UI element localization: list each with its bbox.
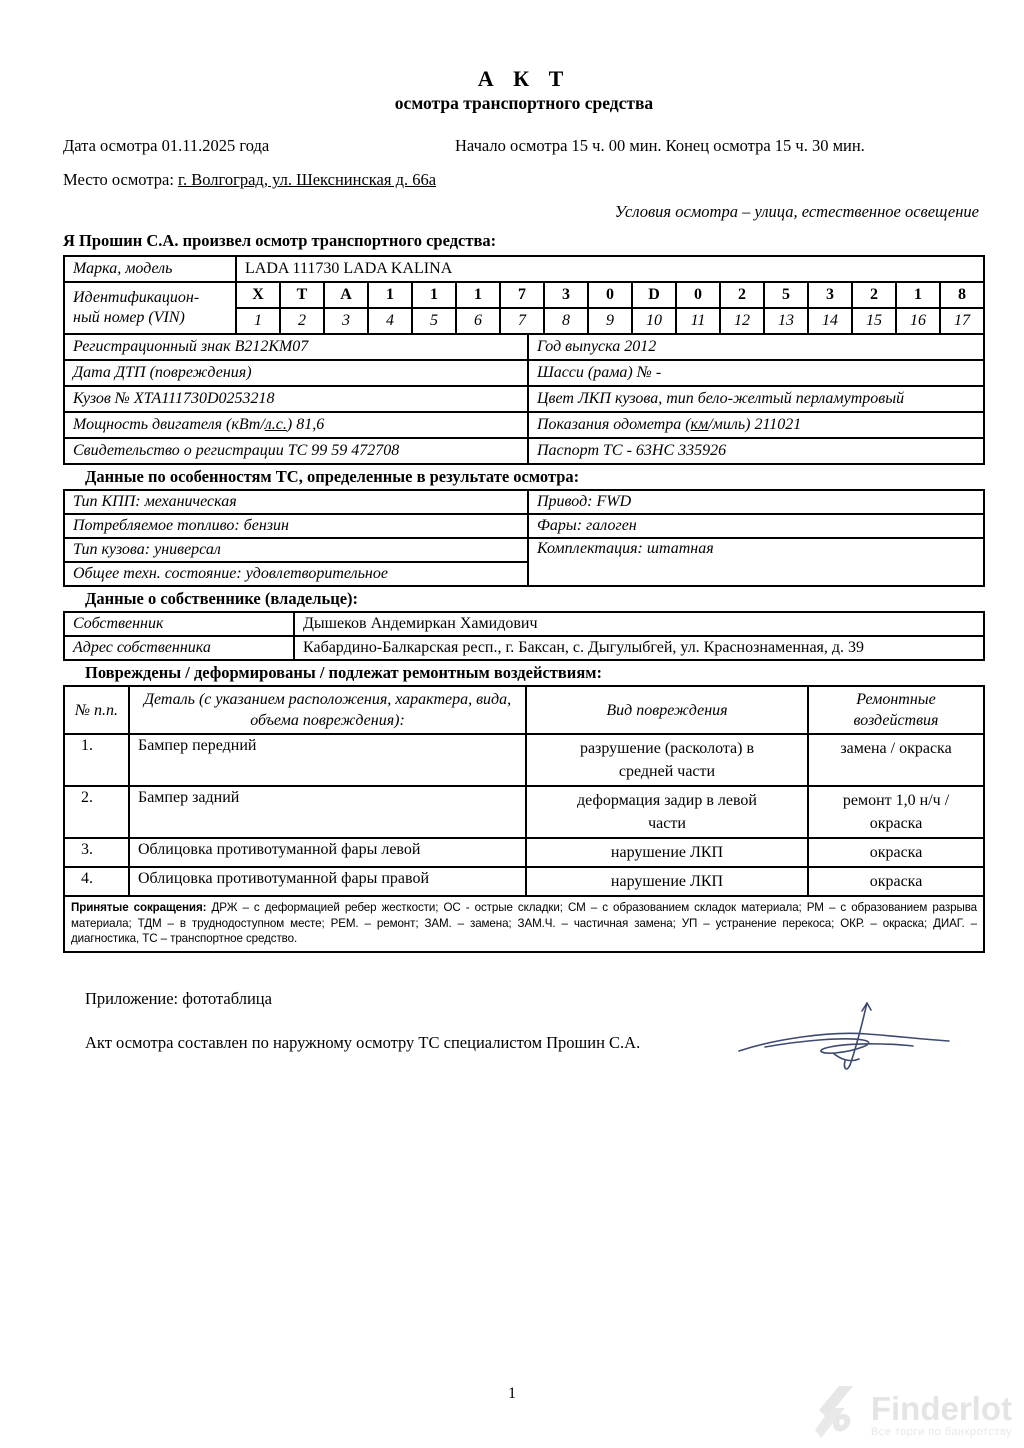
owner-address-value: Кабардино-Балкарская респ., г. Баксан, с. Дыгулыбгей, ул. Краснознаменная, д. 39 xyxy=(294,636,984,660)
vin-char-cell: A xyxy=(324,282,368,308)
table-row xyxy=(64,636,984,660)
make-model-value: LADA 111730 LADA KALINA xyxy=(236,256,984,282)
inspection-conditions: Условия осмотра – улица, естественное освещение xyxy=(614,202,979,221)
engine-power: Мощность двигателя (кВт/л.с.) 81,6 xyxy=(64,412,528,438)
vin-char-cell: 5 xyxy=(764,282,808,308)
damage-row-type: нарушение ЛКП xyxy=(526,838,808,867)
vin-char-cell: D xyxy=(632,282,676,308)
vin-char-cell: 8 xyxy=(940,282,984,308)
attachment-line: Приложение: фототаблица xyxy=(85,988,272,1008)
watermark-text xyxy=(870,1389,1012,1438)
owner-name-value: Дышеков Андемиркан Хамидович xyxy=(294,612,984,636)
make-model-label: Марка, модель xyxy=(64,256,236,282)
damage-row-part: Бампер задний xyxy=(129,786,526,838)
damage-row-repair: ремонт 1,0 н/ч / окраска xyxy=(808,786,984,838)
vehicle-passport: Паспорт ТС - 63НС 335926 xyxy=(528,438,984,464)
vin-position-cell: 6 xyxy=(456,308,500,334)
year: Год выпуска 2012 xyxy=(528,334,984,360)
inspection-date: Дата осмотра 01.11.2025 года xyxy=(63,136,270,155)
damage-row-num: 3. xyxy=(64,838,129,867)
specialist-signature xyxy=(735,995,965,1085)
damage-row-part: Облицовка противотуманной фары левой xyxy=(129,838,526,867)
page-number: 1 xyxy=(508,1385,516,1402)
vin-char-cell: 2 xyxy=(852,282,896,308)
vin-position-cell: 12 xyxy=(720,308,764,334)
vin-position-cell: 15 xyxy=(852,308,896,334)
vehicle-details-table xyxy=(63,333,985,465)
watermark-brand: Finderlot xyxy=(870,1389,1012,1427)
table-row xyxy=(64,538,984,562)
table-row xyxy=(64,256,984,282)
damage-row-repair: окраска xyxy=(808,867,984,896)
inspector-statement: Я Прошин С.А. произвел осмотр транспортного средства: xyxy=(63,231,497,250)
damage-row-type: нарушение ЛКП xyxy=(526,867,808,896)
table-row xyxy=(64,282,984,308)
inspection-place-label: Место осмотра: xyxy=(63,170,174,189)
document-subtitle: осмотра транспортного средства xyxy=(394,93,654,113)
damage-row-part: Бампер передний xyxy=(129,734,526,786)
damage-col-num: № п.п. xyxy=(64,686,129,734)
damage-table xyxy=(63,685,985,897)
vin-char-cell: 3 xyxy=(808,282,852,308)
odometer: Показания одометра (км/миль) 211021 xyxy=(528,412,984,438)
finderlot-watermark xyxy=(809,1384,1012,1447)
damage-col-type: Вид повреждения xyxy=(526,686,808,734)
paint-color: Цвет ЛКП кузова, тип бело-желтый перламутровый xyxy=(528,386,984,412)
damage-table-header-row xyxy=(64,686,984,734)
vin-position-cell: 16 xyxy=(896,308,940,334)
document-page xyxy=(63,0,985,1093)
vin-char-cell: 1 xyxy=(896,282,940,308)
damage-row-repair: окраска xyxy=(808,838,984,867)
inspection-date-time-row xyxy=(63,136,985,158)
vin-position-cell: 2 xyxy=(280,308,324,334)
vin-char-cell: X xyxy=(236,282,280,308)
body-type: Тип кузова: универсал xyxy=(64,538,528,562)
vin-position-cell: 5 xyxy=(412,308,456,334)
damage-section-header: Повреждены / деформированы / подлежат ремонтным воздействиям: xyxy=(85,663,602,682)
vin-label: Идентификацион- ный номер (VIN) xyxy=(64,282,236,334)
vin-char-cell: 7 xyxy=(500,282,544,308)
vin-position-cell: 9 xyxy=(588,308,632,334)
vin-position-cell: 7 xyxy=(500,308,544,334)
table-row xyxy=(64,334,984,360)
equipment-level: Комплектация: штатная xyxy=(528,538,984,586)
damage-row-type: деформация задир в левой части xyxy=(526,786,808,838)
owner-table xyxy=(63,611,985,661)
abbreviations-text: ДРЖ – с деформацией ребер жесткости; ОС - острые складки; СМ – с образованием складок материала; РМ – с образованием разрыва материала; ТДМ – в труднодоступном месте; РЕМ. – ремонт; ЗАМ. – замена; ЗАМ.Ч. – частичная замена; УП – устранение перекоса; ОКР. – окраска; ДИАГ. – диагностика, ТС – транспортное средство. xyxy=(71,901,977,945)
vin-char-cell: 1 xyxy=(368,282,412,308)
reg-plate: Регистрационный знак В212КМ07 xyxy=(64,334,528,360)
document-title: А К Т xyxy=(477,66,571,91)
damage-row-num: 4. xyxy=(64,867,129,896)
abbreviations-note xyxy=(63,895,985,953)
table-row xyxy=(64,867,984,896)
damage-row-num: 1. xyxy=(64,734,129,786)
fuel-type: Потребляемое топливо: бензин xyxy=(64,514,528,538)
damage-col-part: Деталь (с указанием расположения, характера, вида, объема повреждения): xyxy=(129,686,526,734)
vin-position-cell: 14 xyxy=(808,308,852,334)
gearbox-type: Тип КПП: механическая xyxy=(64,490,528,514)
conclusion-text: Акт осмотра составлен по наружному осмотру ТС специалистом Прошин С.А. xyxy=(85,1032,641,1052)
vehicle-id-table xyxy=(63,255,985,335)
vin-char-cell: 1 xyxy=(412,282,456,308)
table-row xyxy=(64,838,984,867)
features-table xyxy=(63,489,985,587)
table-row xyxy=(64,786,984,838)
inspection-place-value: г. Волгоград, ул. Шекснинская д. 66а xyxy=(178,170,437,189)
finderlot-logo-icon xyxy=(809,1384,865,1447)
table-row xyxy=(64,490,984,514)
vin-char-cell: 0 xyxy=(676,282,720,308)
vin-position-cell: 10 xyxy=(632,308,676,334)
document-title-block xyxy=(63,66,985,114)
table-row xyxy=(64,360,984,386)
damage-row-type: разрушение (расколота) в средней части xyxy=(526,734,808,786)
owner-name-label: Собственник xyxy=(64,612,294,636)
vin-char-cell: T xyxy=(280,282,324,308)
inspection-time: Начало осмотра 15 ч. 00 мин. Конец осмотра 15 ч. 30 мин. xyxy=(455,136,865,155)
damage-row-repair: замена / окраска xyxy=(808,734,984,786)
vin-char-cell: 0 xyxy=(588,282,632,308)
body-number: Кузов № ХТА111730D0253218 xyxy=(64,386,528,412)
table-row xyxy=(64,438,984,464)
vin-position-cell: 11 xyxy=(676,308,720,334)
table-row xyxy=(64,412,984,438)
damage-row-part: Облицовка противотуманной фары правой xyxy=(129,867,526,896)
vin-char-cell: 2 xyxy=(720,282,764,308)
abbreviations-label: Принятые сокращения: xyxy=(71,901,207,914)
vin-char-cell: 1 xyxy=(456,282,500,308)
vin-position-cell: 1 xyxy=(236,308,280,334)
table-row xyxy=(64,734,984,786)
headlights-type: Фары: галоген xyxy=(528,514,984,538)
vin-position-cell: 8 xyxy=(544,308,588,334)
table-row xyxy=(64,612,984,636)
chassis: Шасси (рама) № - xyxy=(528,360,984,386)
vin-char-cell: 3 xyxy=(544,282,588,308)
accident-date: Дата ДТП (повреждения) xyxy=(64,360,528,386)
vin-position-cell: 13 xyxy=(764,308,808,334)
owner-address-label: Адрес собственника xyxy=(64,636,294,660)
vin-position-cell: 3 xyxy=(324,308,368,334)
owner-section-header: Данные о собственнике (владельце): xyxy=(85,589,359,608)
conclusion-line xyxy=(85,1033,985,1093)
table-row xyxy=(64,386,984,412)
features-section-header: Данные по особенностям ТС, определенные в результате осмотра: xyxy=(85,467,580,486)
technical-condition: Общее техн. состояние: удовлетворительное xyxy=(64,562,528,586)
vin-position-cell: 17 xyxy=(940,308,984,334)
registration-certificate: Свидетельство о регистрации ТС 99 59 472708 xyxy=(64,438,528,464)
vin-position-cell: 4 xyxy=(368,308,412,334)
watermark-tagline: Все торги по банкротству xyxy=(870,1425,1012,1438)
table-row xyxy=(64,514,984,538)
damage-row-num: 2. xyxy=(64,786,129,838)
inspection-place-row xyxy=(63,170,985,192)
drive-type: Привод: FWD xyxy=(528,490,984,514)
damage-col-repair: Ремонтные воздействия xyxy=(808,686,984,734)
